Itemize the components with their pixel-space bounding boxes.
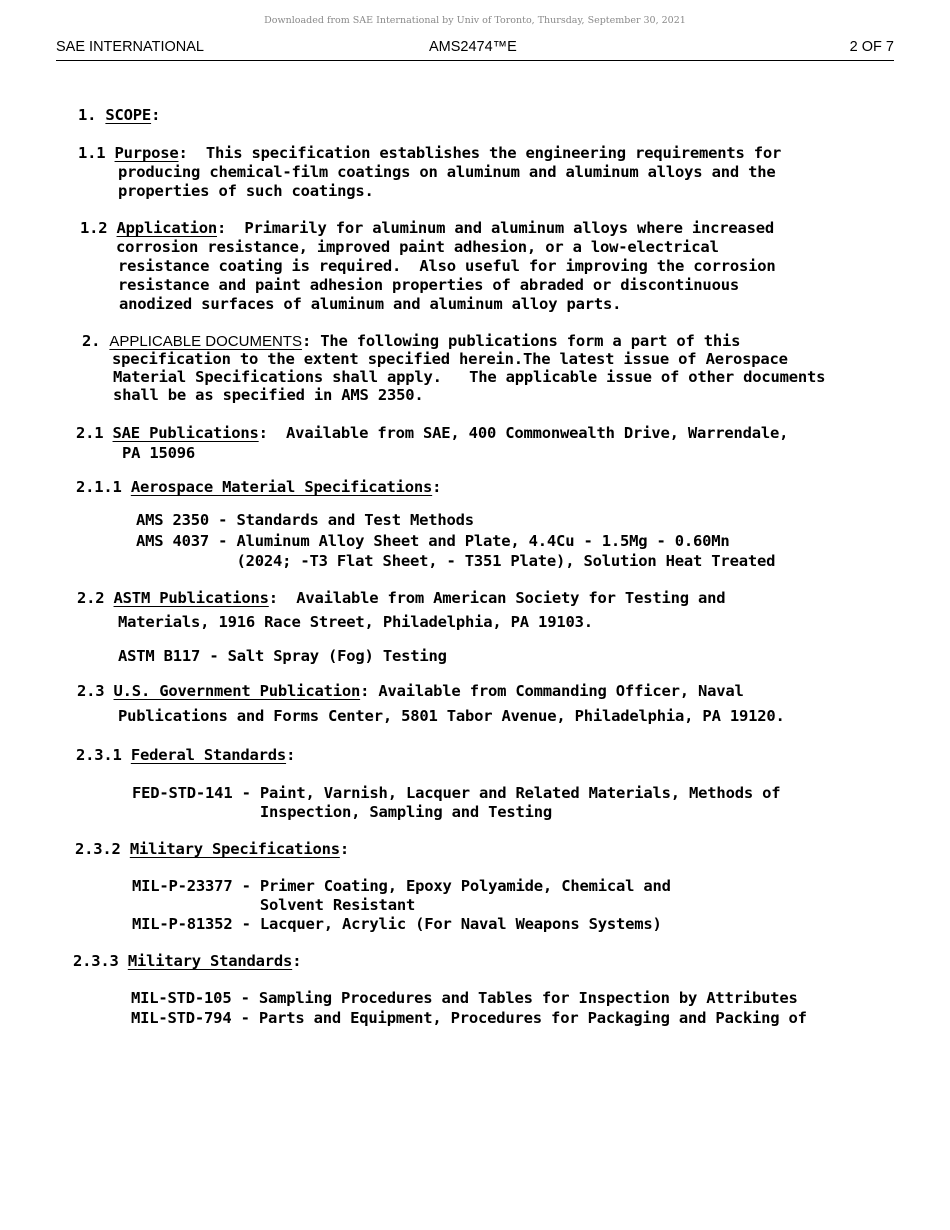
section-2-3-1-heading bbox=[76, 746, 295, 765]
reference-fed-std-141: FED-STD-141 - Paint, Varnish, Lacquer and Related Materials, Methods of bbox=[132, 784, 781, 802]
section-number: 2. bbox=[82, 332, 101, 350]
section-title: Federal Standards bbox=[130, 746, 287, 764]
header-document-number: AMS2474™E bbox=[429, 39, 517, 55]
section-2-3-line-1 bbox=[77, 682, 744, 701]
section-number: 1.1 bbox=[78, 144, 106, 162]
section-2-2-line-2: Materials, 1916 Race Street, Philadelphia, PA 19103. bbox=[118, 613, 593, 631]
section-title: U.S. Government Publication bbox=[113, 682, 361, 700]
paragraph-text: The latest issue of Aerospace bbox=[522, 350, 788, 368]
section-number: 2.3.3 bbox=[73, 952, 119, 970]
paragraph-text: : This specification establishes the engineering requirements for bbox=[178, 144, 782, 162]
section-title: Purpose bbox=[114, 144, 179, 162]
reference-mil-p-81352: MIL-P-81352 - Lacquer, Acrylic (For Naval Weapons Systems) bbox=[132, 915, 662, 933]
paragraph-text: specification to the extent specified herein. bbox=[112, 350, 523, 368]
reference-ams-2350: AMS 2350 - Standards and Test Methods bbox=[136, 511, 474, 529]
heading-colon: : bbox=[286, 746, 296, 764]
header-page-number: 2 OF 7 bbox=[849, 39, 894, 55]
section-2-line-1 bbox=[82, 332, 740, 351]
section-2-line-3: Material Specifications shall apply. The applicable issue of other documents bbox=[113, 368, 826, 386]
section-2-line-2 bbox=[112, 350, 788, 369]
heading-colon: : bbox=[292, 952, 302, 970]
reference-astm-b117: ASTM B117 - Salt Spray (Fog) Testing bbox=[118, 647, 447, 665]
section-title: Military Standards bbox=[127, 952, 293, 970]
section-2-3-line-2: Publications and Forms Center, 5801 Tabor Avenue, Philadelphia, PA 19120. bbox=[118, 707, 785, 725]
section-2-1-line-2: PA 15096 bbox=[122, 444, 196, 462]
section-title: Military Specifications bbox=[129, 840, 340, 858]
section-number: 1.2 bbox=[80, 219, 108, 237]
heading-colon: : bbox=[432, 478, 442, 496]
section-2-3-2-heading bbox=[75, 840, 349, 859]
section-2-1-line-1 bbox=[76, 424, 788, 443]
heading-colon: : bbox=[339, 840, 349, 858]
reference-mil-std-105: MIL-STD-105 - Sampling Procedures and Tables for Inspection by Attributes bbox=[131, 989, 798, 1007]
reference-ams-4037-cont: (2024; -T3 Flat Sheet, - T351 Plate), Solution Heat Treated bbox=[136, 552, 776, 570]
paragraph-text: : Primarily for aluminum and aluminum alloys where increased bbox=[217, 219, 775, 237]
section-number: 2.1.1 bbox=[76, 478, 122, 496]
reference-mil-std-794: MIL-STD-794 - Parts and Equipment, Procedures for Packaging and Packing of bbox=[131, 1009, 807, 1027]
section-title: Application bbox=[116, 219, 217, 237]
reference-ams-4037: AMS 4037 - Aluminum Alloy Sheet and Plate, 4.4Cu - 1.5Mg - 0.60Mn bbox=[136, 532, 730, 550]
section-2-3-3-heading bbox=[73, 952, 301, 971]
section-1-1-line-1 bbox=[78, 144, 781, 163]
reference-mil-p-23377: MIL-P-23377 - Primer Coating, Epoxy Polyamide, Chemical and bbox=[132, 877, 671, 895]
section-1-1-line-2: producing chemical-film coatings on aluminum and aluminum alloys and the bbox=[118, 163, 776, 181]
section-number: 2.3 bbox=[77, 682, 105, 700]
section-number: 2.2 bbox=[77, 589, 105, 607]
section-title: Aerospace Material Specifications bbox=[130, 478, 433, 496]
section-title: SAE Publications bbox=[112, 424, 259, 442]
section-2-line-4: shall be as specified in AMS 2350. bbox=[113, 386, 424, 404]
reference-mil-p-23377-cont: Solvent Resistant bbox=[132, 896, 416, 914]
download-watermark: Downloaded from SAE International by Univ of Toronto, Thursday, September 30, 2021 bbox=[264, 15, 686, 26]
paragraph-text: : The following publications form a part of this bbox=[301, 332, 741, 350]
section-number: 2.3.1 bbox=[76, 746, 122, 764]
section-1-heading bbox=[78, 106, 160, 125]
section-1-2-line-2: corrosion resistance, improved paint adhesion, or a low-electrical bbox=[116, 238, 719, 256]
paragraph-text: : Available from American Society for Testing and bbox=[268, 589, 726, 607]
section-title: APPLICABLE DOCUMENTS bbox=[109, 333, 302, 350]
page-header bbox=[56, 38, 894, 61]
section-title: SCOPE bbox=[105, 106, 152, 124]
section-2-1-1-heading bbox=[76, 478, 441, 497]
section-title: ASTM Publications bbox=[113, 589, 269, 607]
section-1-2-line-1 bbox=[80, 219, 774, 238]
heading-colon: : bbox=[151, 106, 161, 124]
paragraph-text: : Available from SAE, 400 Commonwealth Drive, Warrendale, bbox=[258, 424, 789, 442]
section-1-1-line-3: properties of such coatings. bbox=[118, 182, 374, 200]
section-1-2-line-4: resistance and paint adhesion properties of abraded or discontinuous bbox=[118, 276, 739, 294]
header-organization: SAE INTERNATIONAL bbox=[56, 39, 204, 55]
section-1-2-line-5: anodized surfaces of aluminum and aluminum alloy parts. bbox=[119, 295, 622, 313]
reference-fed-std-141-cont: Inspection, Sampling and Testing bbox=[132, 803, 553, 821]
section-number: 2.3.2 bbox=[75, 840, 121, 858]
section-number: 1. bbox=[78, 106, 97, 124]
section-2-2-line-1 bbox=[77, 589, 725, 608]
section-1-2-line-3: resistance coating is required. Also useful for improving the corrosion bbox=[118, 257, 776, 275]
paragraph-text: : Available from Commanding Officer, Naval bbox=[360, 682, 744, 700]
section-number: 2.1 bbox=[76, 424, 104, 442]
